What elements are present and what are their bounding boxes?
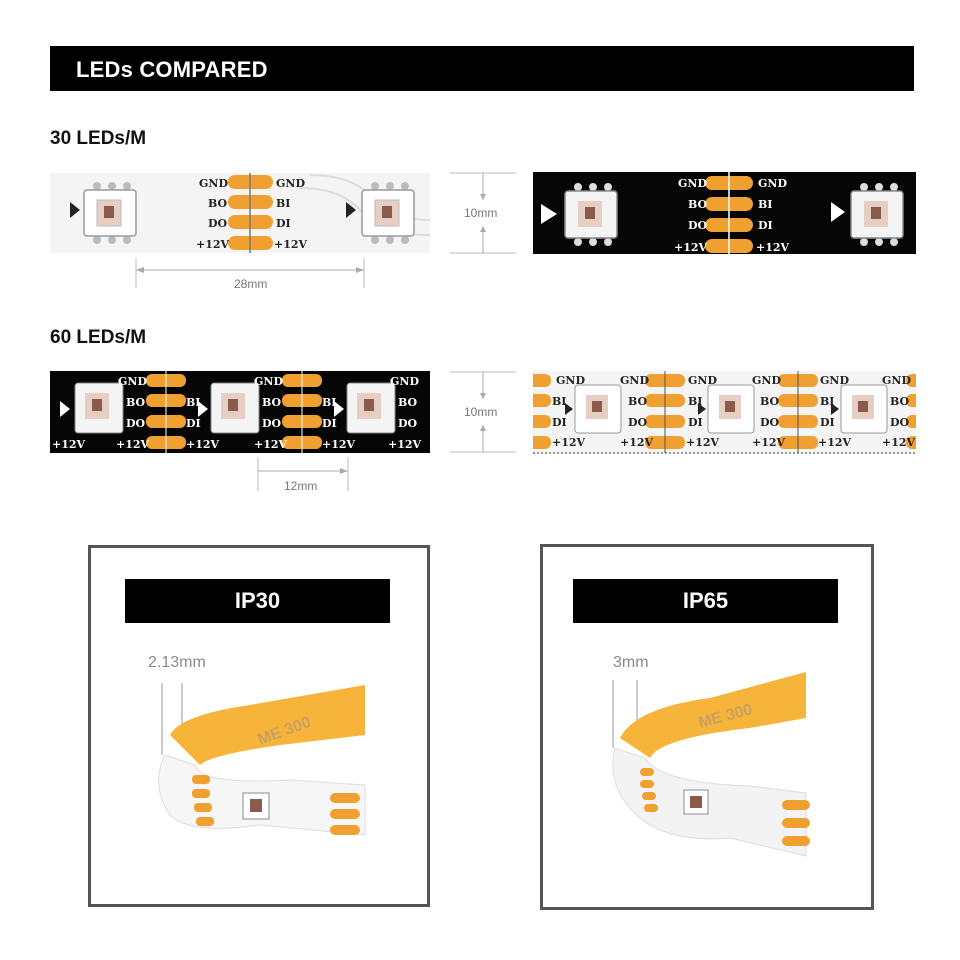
ip65-thickness: 3mm — [613, 654, 649, 671]
pad-label-12v: +12V — [552, 436, 586, 449]
ip65-label: IP65 — [573, 579, 838, 623]
pad-label-di: DI — [552, 416, 567, 429]
pad-label-12v: +12V — [388, 438, 422, 451]
led-chip — [211, 383, 259, 433]
spacing-label-60: 12mm — [284, 479, 318, 493]
pad-label-gnd: GND — [820, 374, 849, 387]
pad-label-12v: +12V — [756, 241, 790, 254]
pad-label-bo: BO — [208, 197, 228, 210]
pad-label-gnd: GND — [118, 375, 147, 388]
pad-label-gnd: GND — [556, 374, 585, 387]
section-title-60: 60 LEDs/M — [50, 327, 147, 348]
led-chip — [362, 182, 414, 244]
section-title-30: 30 LEDs/M — [50, 128, 147, 149]
pad-label-gnd: GND — [276, 177, 305, 190]
strip-60-white — [533, 371, 916, 455]
pad-label-bi: BI — [322, 396, 337, 409]
pad-label-bo: BO — [262, 396, 282, 409]
led-chip — [708, 385, 754, 433]
pad-label-bo: BO — [126, 396, 146, 409]
ip30-strip-image — [140, 675, 390, 875]
width-label-30: 10mm — [464, 206, 498, 220]
pad-label-12v: +12V — [882, 436, 916, 449]
pad-label-gnd: GND — [752, 374, 781, 387]
pad-label-bo: BO — [890, 395, 910, 408]
pad-label-12v: +12V — [52, 438, 86, 451]
pad-label-bo: BO — [760, 395, 780, 408]
pad-label-di: DI — [758, 219, 773, 232]
pad-label-12v: +12V — [116, 438, 150, 451]
pad-label-di: DI — [322, 417, 337, 430]
pad-label-12v: +12V — [620, 436, 654, 449]
pad-label-bi: BI — [186, 396, 201, 409]
led-chip — [84, 182, 136, 244]
ip65-tape-text: ME 300 — [696, 701, 755, 732]
pad-label-di: DI — [276, 217, 291, 230]
pad-label-12v: +12V — [686, 436, 720, 449]
pad-label-bi: BI — [820, 395, 835, 408]
pad-label-do: DO — [760, 416, 780, 429]
ip30-label: IP30 — [125, 579, 390, 623]
pad-label-bo: BO — [398, 396, 418, 409]
pad-label-gnd: GND — [678, 177, 707, 190]
pad-label-bi: BI — [758, 198, 773, 211]
pad-label-12v: +12V — [274, 238, 308, 251]
pad-label-gnd: GND — [882, 374, 911, 387]
pad-label-12v: +12V — [818, 436, 852, 449]
pad-label-do: DO — [126, 417, 146, 430]
header-title: LEDs COMPARED — [76, 57, 268, 82]
pad-label-gnd: GND — [688, 374, 717, 387]
pad-label-gnd: GND — [199, 177, 228, 190]
spacing-label-30: 28mm — [234, 277, 268, 291]
pad-label-gnd: GND — [758, 177, 787, 190]
pad-label-do: DO — [262, 417, 282, 430]
pad-label-do: DO — [398, 417, 418, 430]
pad-label-do: DO — [628, 416, 648, 429]
led-chip — [851, 183, 903, 246]
pad-label-12v: +12V — [322, 438, 356, 451]
led-chip — [565, 183, 617, 246]
led-chip — [347, 383, 395, 433]
strip-30-white — [50, 170, 430, 290]
pad-label-12v: +12V — [196, 238, 230, 251]
led-chip — [841, 385, 887, 433]
pad-label-di: DI — [688, 416, 703, 429]
ip30-tape-text: ME 300 — [255, 713, 314, 749]
pad-label-bo: BO — [688, 198, 708, 211]
pad-label-do: DO — [208, 217, 228, 230]
ip65-strip-image — [600, 668, 810, 868]
led-chip — [75, 383, 123, 433]
pad-label-bo: BO — [628, 395, 648, 408]
width-label-60: 10mm — [464, 405, 498, 419]
pad-label-do: DO — [688, 219, 708, 232]
pad-label-gnd: GND — [620, 374, 649, 387]
strip-60-black — [50, 371, 430, 495]
pad-label-12v: +12V — [752, 436, 786, 449]
pad-label-di: DI — [186, 417, 201, 430]
ip30-thickness: 2.13mm — [148, 654, 206, 671]
pad-label-do: DO — [890, 416, 910, 429]
pad-label-bi: BI — [552, 395, 567, 408]
strip-30-black — [533, 172, 916, 256]
pad-label-gnd: GND — [390, 375, 419, 388]
pad-label-12v: +12V — [254, 438, 288, 451]
pad-label-12v: +12V — [674, 241, 708, 254]
header-banner — [50, 46, 914, 91]
pad-label-bi: BI — [688, 395, 703, 408]
pad-label-12v: +12V — [186, 438, 220, 451]
pad-label-gnd: GND — [254, 375, 283, 388]
pad-label-bi: BI — [276, 197, 291, 210]
pad-label-di: DI — [820, 416, 835, 429]
led-chip — [575, 385, 621, 433]
